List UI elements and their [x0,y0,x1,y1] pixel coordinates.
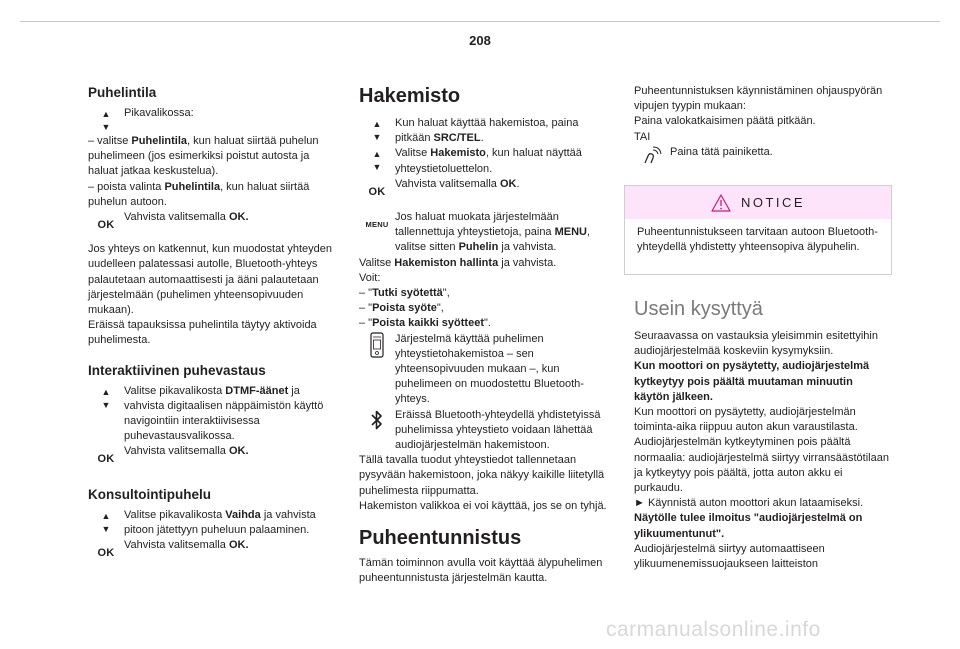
p9: Tällä tavalla tuodut yhteystiedot tallennetaan pysyvään hakemistoon, joka näkyy kaikille liitetyllä puhelimesta riippumatta. [359,454,605,497]
notice-body: Puheentunnistukseen tarvitaan autoon Bluetooth-yhteydellä yhdistetty yhteensopiva älypuhelin. [637,226,878,254]
faq-intro: Seuraavassa on vastauksia yleisimmin esitettyihin audiojärjestelmää koskeviin kysymyksiin. [634,330,878,358]
directory-row-3: OK Vahvista valitsemalla OK. [359,177,609,200]
notice-box [624,185,892,275]
bluetooth-icon [370,408,384,432]
phone-icon [370,332,384,358]
voice-command-icon [641,145,663,167]
confirm-row-2: OK Vahvista valitsemalla OK. [88,444,340,467]
s1-para-1: Jos yhteys on katkennut, kun muodostat yhteyden uudelleen palatessasi autolle, Bluetooth-yhteys palautetaan automaattisesti ja ääni palautetaan järjestelmään (puhelimen yhteensopivuuden mukaan). [88,243,332,317]
up-down-arrows-icon: ▲ ▼ [101,386,111,410]
up-down-arrows-icon: ▲ ▼ [372,149,382,173]
confirm-row-3: OK Vahvista valitsemalla OK. [88,538,340,561]
s1-para-2: Eräissä tapauksissa puhelintila täytyy aktivoida puhelimesta. [88,319,317,347]
notice-header [625,186,891,219]
option-3: – "Poista kaikki syötteet". [359,317,491,330]
column-3 [634,84,890,167]
section-title-faq: Usein kysyttyä [634,298,763,320]
voice-button-row: Paina tätä painiketta. [634,145,890,167]
ok-icon: OK [368,185,386,198]
option-1: – "Tutki syötettä", [359,287,450,300]
directory-row-menu: MENU Jos haluat muokata järjestelmään tallennettuja yhteystietoja, paina MENU, valitse sitten Puhelin ja vahvista. [365,211,591,254]
p10: Hakemiston valikkoa ei voi käyttää, jos se on tyhjä. [359,499,607,512]
c3-p1: Puheentunnistuksen käynnistäminen ohjauspyörän vipujen tyypin mukaan: [634,85,883,113]
ok-icon: OK [97,453,115,466]
option-2: – "Poista syöte", [359,302,444,315]
bluetooth-row: Eräissä Bluetooth-yhteydellä yhdistetyissä puhelimissa yhteystieto voidaan lähettää audiojärjestelmän hakemistoon. [359,408,609,454]
confirm-row-1: OK Vahvista valitsemalla OK. [88,210,340,233]
p11: Tämän toiminnon avulla voit käyttää älypuhelimen puheentunnistusta järjestelmän kautta. [359,557,603,585]
page-number: 208 [469,33,491,48]
ok-icon: OK [97,219,115,232]
column-1 [88,84,340,561]
p6: Voit: [359,271,381,284]
s1-line-2: – poista valinta Puhelintila, kun haluat siirtää puhelun autoon. [88,180,310,208]
ok-icon: OK [97,547,115,560]
faq-answer-4: Audiojärjestelmä siirtyy automaattiseen ylikuumenemissuojaukseen laitteiston [634,542,825,571]
faq-answer-2: Audiojärjestelmän kytkeytyminen pois päältä normaalia: audiojärjestelmä siirtyy virransäästötilaan ja kytkeytyy pois päältä, jotta auton akku ei purkaudu. [634,436,889,495]
column-3-lower [634,297,890,572]
up-down-arrows-icon: ▲ ▼ [372,119,382,142]
dtmf-row: ▲ ▼ Valitse pikavalikosta DTMF-äänet ja vahvista digitaalisen näppäimistön käyttö navigointiin interaktiivisessa puhevastausvalikossa. [101,384,324,443]
p5: Valitse Hakemiston hallinta ja vahvista. [359,256,557,269]
faq-question-1: Kun moottori on pysäytetty, audiojärjestelmä kytkeytyy pois päältä muutaman minuutin käytön jälkeen. [634,360,870,403]
faq-question-2: Näytölle tulee ilmoitus "audiojärjestelmä on ylikuumentunut". [634,512,863,540]
quick-menu-row [88,106,340,134]
section-title-hakemisto: Hakemisto [359,85,461,107]
watermark: carmanualsonline.info [606,618,821,641]
up-down-arrows-icon: ▲ ▼ [101,109,111,132]
directory-row-1: ▲ ▼ Kun haluat käyttää hakemistoa, paina pitkään SRC/TEL. [372,117,579,145]
c3-p3: TAI [634,130,651,143]
c3-p2: Paina valokatkaisimen päätä pitkään. [634,115,816,128]
up-down-arrows-icon: ▲ ▼ [101,510,111,534]
menu-icon: MENU [365,220,389,230]
section-title-puheentunnistus: Puheentunnistus [359,527,522,550]
top-rule [20,21,940,22]
s1-line-1: – valitse Puhelintila, kun haluat siirtää puhelun puhelimeen (jos esimerkiksi poistut autosta ja haluat jatkaa keskustelua). [88,135,319,178]
swap-row: ▲ ▼ Valitse pikavalikosta Vaihda ja vahvista pitoon jätettyyn puheluun palaaminen. [101,508,316,536]
section-title-puhelintila: Puhelintila [88,85,157,100]
quick-menu-text: Pikavalikossa: [124,107,194,119]
warning-icon [711,194,731,212]
phone-row: Järjestelmä käyttää puhelimen yhteystietohakemistoa – sen yhteensopivuuden mukaan –, kun puhelimeen on muodostettu Bluetooth-yhteys. [359,332,609,408]
column-2 [359,84,609,586]
directory-row-2: ▲ ▼ Valitse Hakemisto, kun haluat näyttää yhteystietoluettelon. [372,147,582,175]
section-title-ivr: Interaktiivinen puhevastaus [88,362,266,378]
notice-title: NOTICE [740,195,806,210]
section-title-consult: Konsultointipuhelu [88,486,211,502]
faq-answer-3: ► Käynnistä auton moottori akun lataamiseksi. [634,497,864,510]
faq-answer-1: Kun moottori on pysäytetty, audiojärjestelmän toiminta-aika riippuu auton akun varaustilasta. [634,406,858,434]
